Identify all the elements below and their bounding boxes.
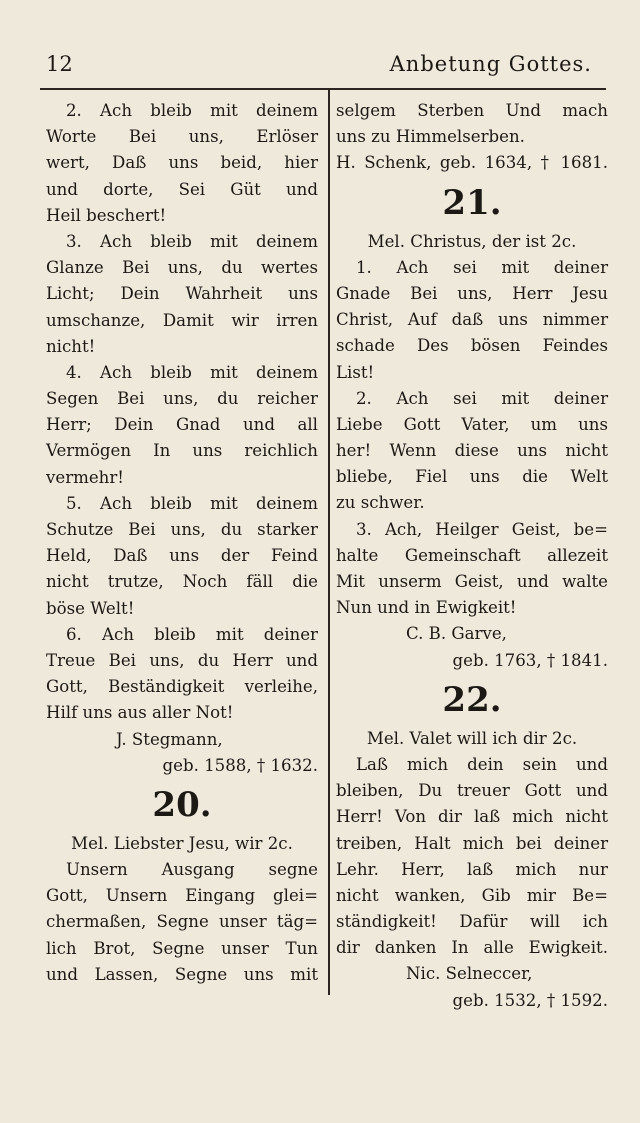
text-line: Hilf uns aus aller Not! bbox=[46, 703, 234, 723]
author-line: geb. 1588, † 1632. bbox=[162, 755, 318, 775]
text-line: Vermögen In uns reichlich bbox=[46, 441, 318, 461]
header-rule bbox=[40, 88, 606, 90]
author-line: J. Stegmann, bbox=[116, 729, 223, 749]
text-line: Liebe Gott Vater, um uns bbox=[336, 414, 608, 434]
text-line: nicht! bbox=[46, 336, 96, 356]
text-line: vermehr! bbox=[46, 467, 124, 487]
text-line: umschanze, Damit wir irren bbox=[46, 310, 318, 330]
running-title: Anbetung Gottes. bbox=[389, 52, 592, 76]
hymn-number: 22. bbox=[442, 679, 502, 720]
text-line: 3. Ach, Heilger Geist, be= bbox=[356, 519, 608, 539]
text-line: wert, Daß uns beid, hier bbox=[46, 153, 318, 173]
author-line: C. B. Garve, bbox=[406, 624, 507, 644]
page-number: 12 bbox=[46, 52, 73, 76]
author-line: Nic. Selneccer, bbox=[406, 964, 533, 984]
melody-line: Mel. Christus, der ist 2c. bbox=[367, 231, 577, 251]
text-line: Segen Bei uns, du reicher bbox=[46, 389, 318, 409]
text-line: 4. Ach bleib mit deinem bbox=[66, 362, 318, 382]
text-line: Treue Bei uns, du Herr und bbox=[46, 650, 318, 670]
text-line: dir danken In alle Ewigkeit. bbox=[336, 938, 608, 958]
text-line: her! Wenn diese uns nicht bbox=[336, 441, 608, 461]
melody-line: Mel. Liebster Jesu, wir 2c. bbox=[71, 833, 293, 853]
text-line: 2. Ach sei mit deiner bbox=[356, 388, 608, 408]
text-line: Licht; Dein Wahrheit uns bbox=[46, 284, 318, 304]
text-line: Nun und in Ewigkeit! bbox=[336, 598, 517, 618]
text-line: 5. Ach bleib mit deinem bbox=[66, 493, 318, 513]
text-line: Mit unserm Geist, und walte bbox=[336, 572, 608, 591]
text-line: Glanze Bei uns, du wertes bbox=[46, 258, 318, 278]
text-line: 6. Ach bleib mit deiner bbox=[66, 624, 318, 644]
page-header bbox=[40, 48, 600, 82]
author-line: geb. 1763, † 1841. bbox=[452, 650, 608, 670]
text-line: Schutze Bei uns, du starker bbox=[46, 520, 318, 539]
text-line: Laß mich dein sein und bbox=[356, 754, 608, 774]
text-line: zu schwer. bbox=[336, 493, 425, 513]
column-divider bbox=[328, 90, 330, 995]
text-line: Herr! Von dir laß mich nicht bbox=[336, 807, 608, 827]
author-line: geb. 1532, † 1592. bbox=[452, 990, 608, 1010]
text-line: uns zu Himmelserben. bbox=[336, 127, 525, 147]
text-line: schade Des bösen Feindes bbox=[336, 336, 608, 356]
hymn-number: 20. bbox=[152, 784, 212, 825]
text-line: Heil beschert! bbox=[46, 205, 167, 225]
text-line: Lehr. Herr, laß mich nur bbox=[336, 859, 608, 879]
hymn-number: 21. bbox=[442, 182, 502, 223]
text-line: List! bbox=[336, 362, 375, 382]
text-line: 2. Ach bleib mit deinem bbox=[66, 101, 318, 120]
text-line: und Lassen, Segne uns mit bbox=[46, 964, 318, 984]
text-line: Worte Bei uns, Erlöser bbox=[46, 127, 318, 147]
text-line: Gott, Beständigkeit verleihe, bbox=[46, 677, 318, 697]
text-line: bleiben, Du treuer Gott und bbox=[336, 781, 608, 801]
text-line: treiben, Halt mich bei deiner bbox=[336, 833, 608, 853]
text-line: nicht wanken, Gib mir Be= bbox=[336, 885, 608, 905]
text-line: lich Brot, Segne unser Tun bbox=[46, 938, 318, 958]
text-line: Held, Daß uns der Feind bbox=[46, 546, 318, 566]
text-line: und dorte, Sei Güt und bbox=[46, 179, 318, 199]
text-line: ständigkeit! Dafür will ich bbox=[336, 912, 608, 932]
text-line: Christ, Auf daß uns nimmer bbox=[336, 310, 608, 330]
text-line: H. Schenk, geb. 1634, † 1681. bbox=[336, 153, 608, 173]
text-line: Gott, Unsern Eingang glei= bbox=[46, 886, 318, 906]
melody-line: Mel. Valet will ich dir 2c. bbox=[366, 728, 578, 748]
text-line: Gnade Bei uns, Herr Jesu bbox=[336, 283, 608, 303]
text-line: Unsern Ausgang segne bbox=[66, 860, 318, 880]
text-line: selgem Sterben Und mach bbox=[336, 101, 608, 120]
text-line: bliebe, Fiel uns die Welt bbox=[336, 467, 608, 487]
left-column bbox=[46, 98, 318, 988]
text-line: 3. Ach bleib mit deinem bbox=[66, 231, 318, 251]
text-line: halte Gemeinschaft allezeit bbox=[336, 545, 608, 565]
text-line: nicht trutze, Noch fäll die bbox=[46, 572, 318, 592]
text-line: böse Welt! bbox=[46, 598, 135, 618]
text-line: chermaßen, Segne unser täg= bbox=[46, 912, 318, 932]
right-column bbox=[336, 98, 608, 1014]
text-line: 1. Ach sei mit deiner bbox=[356, 257, 608, 277]
text-line: Herr; Dein Gnad und all bbox=[46, 415, 318, 435]
